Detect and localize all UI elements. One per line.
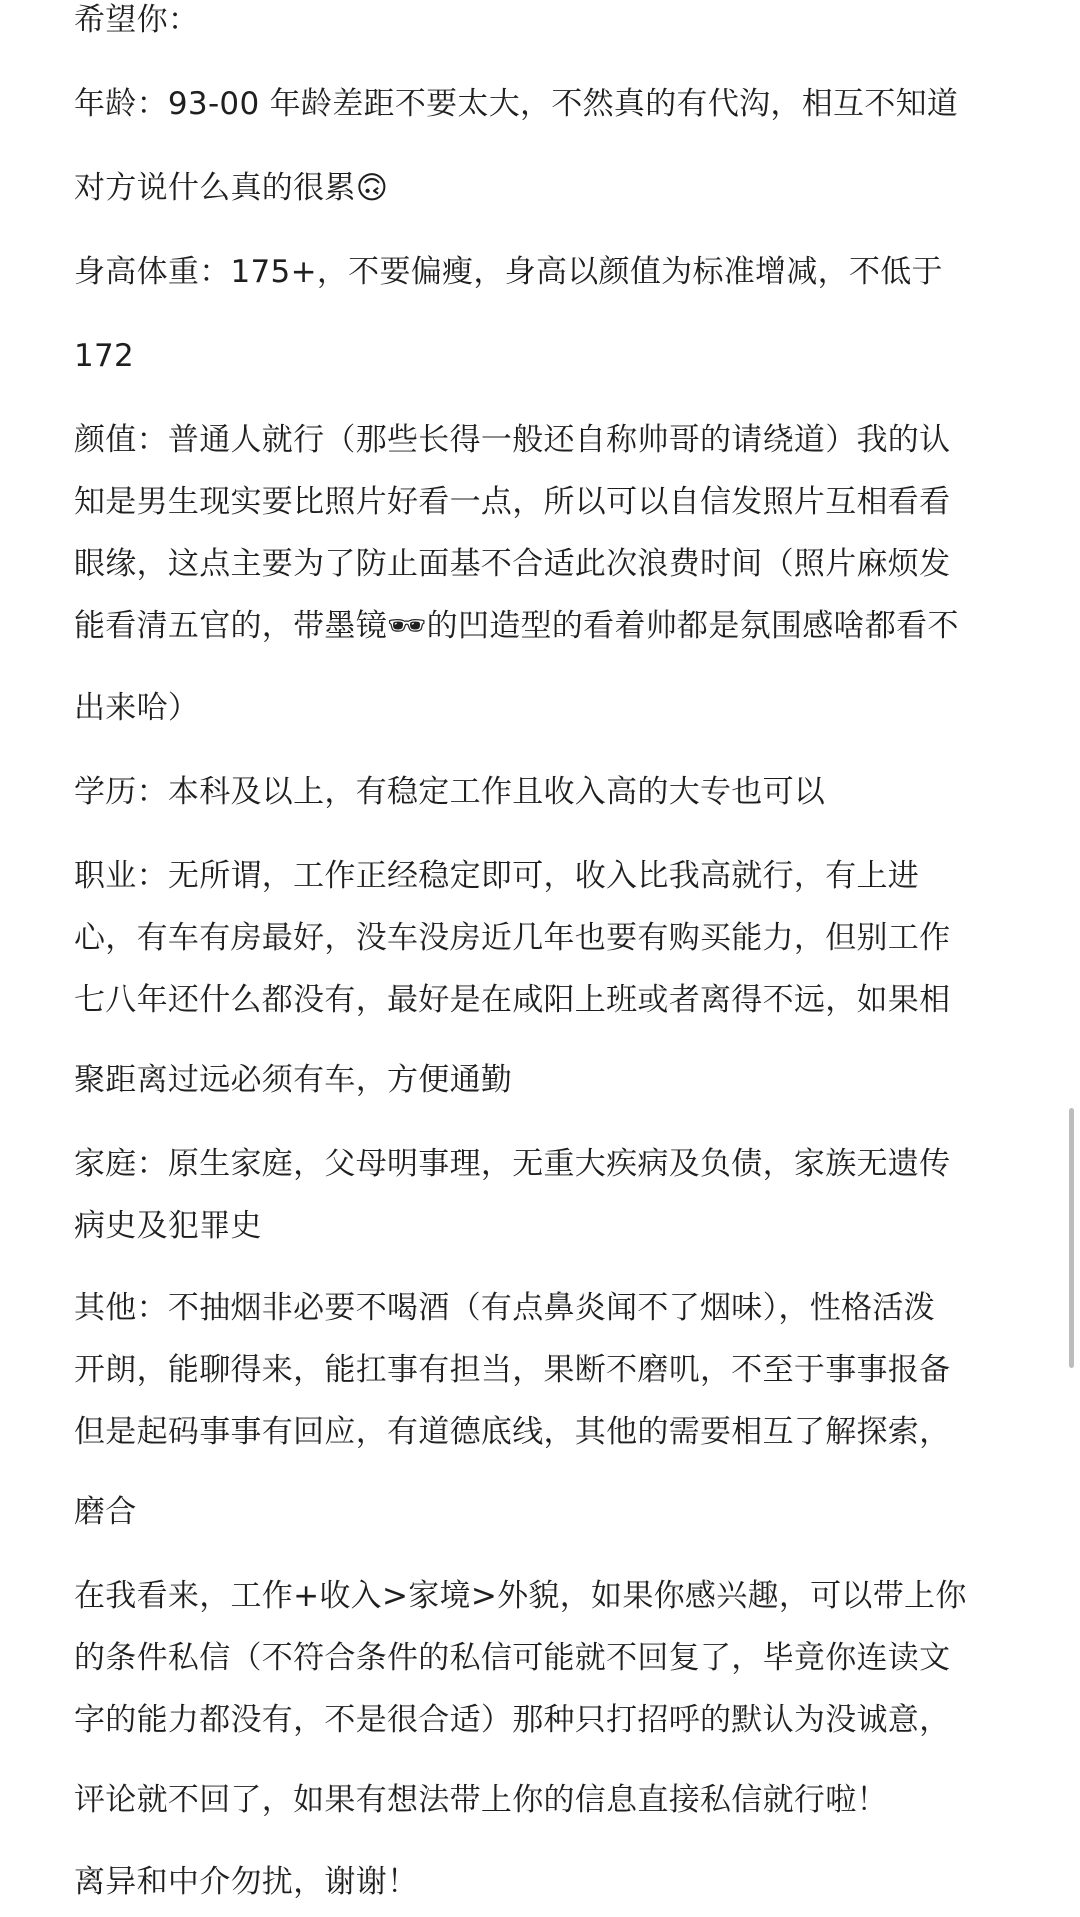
text-line-education: 学历：本科及以上，有稳定工作且收入高的大专也可以 (74, 774, 826, 810)
text-line-looks-4: 能看清五官的，带墨镜🕶的凹造型的看着帅都是氛围感啥都看不 (74, 608, 959, 644)
text-line-other-3: 但是起码事事有回应，有道德底线，其他的需要相互了解探索， (74, 1414, 951, 1450)
text-line-height-2: 172 (74, 338, 135, 374)
text-line-other-4: 磨合 (74, 1494, 137, 1530)
text-line-summary-2: 的条件私信（不符合条件的私信可能就不回复了，毕竟你连读文 (74, 1640, 951, 1676)
text-line-looks-2: 知是男生现实要比照片好看一点，所以可以自信发照片互相看看 (74, 484, 951, 520)
text-line-career-3: 七八年还什么都没有，最好是在咸阳上班或者离得不远，如果相 (74, 982, 951, 1018)
text-line-age-2: 对方说什么真的很累🙃 (74, 170, 389, 206)
text-line-looks-1: 颜值：普通人就行（那些长得一般还自称帅哥的请绕道）我的认 (74, 422, 951, 458)
text-line-height-1: 身高体重：175+，不要偏瘦，身高以颜值为标准增减，不低于 (74, 254, 943, 290)
text-line-family-1: 家庭：原生家庭，父母明事理，无重大疾病及负债，家族无遗传 (74, 1146, 951, 1182)
text-line-career-4: 聚距离过远必须有车，方便通勤 (74, 1062, 513, 1098)
text-line-summary-3: 字的能力都没有，不是很合适）那种只打招呼的默认为没诚意， (74, 1702, 951, 1738)
text-line-summary-4: 评论就不回了，如果有想法带上你的信息直接私信就行啦！ (74, 1782, 888, 1818)
text-line-summary-1: 在我看来，工作+收入>家境>外貌，如果你感兴趣，可以带上你 (74, 1578, 967, 1614)
text-line-career-1: 职业：无所谓，工作正经稳定即可，收入比我高就行，有上进 (74, 858, 920, 894)
text-line-other-2: 开朗，能聊得来，能扛事有担当，果断不磨叽，不至于事事报备 (74, 1352, 951, 1388)
text-line-wish-intro: 希望你： (74, 2, 200, 38)
text-line-family-2: 病史及犯罪史 (74, 1208, 262, 1244)
text-line-closing: 离异和中介勿扰，谢谢！ (74, 1864, 419, 1900)
scrollbar-thumb[interactable] (1069, 1108, 1074, 1368)
text-line-looks-3: 眼缘，这点主要为了防止面基不合适此次浪费时间（照片麻烦发 (74, 546, 951, 582)
text-line-looks-5: 出来哈） (74, 690, 200, 726)
text-line-age-1: 年龄：93-00 年龄差距不要太大，不然真的有代沟，相互不知道 (74, 86, 959, 122)
text-line-other-1: 其他：不抽烟非必要不喝酒（有点鼻炎闻不了烟味），性格活泼 (74, 1290, 935, 1326)
text-line-career-2: 心，有车有房最好，没车没房近几年也要有购买能力，但别工作 (74, 920, 951, 956)
